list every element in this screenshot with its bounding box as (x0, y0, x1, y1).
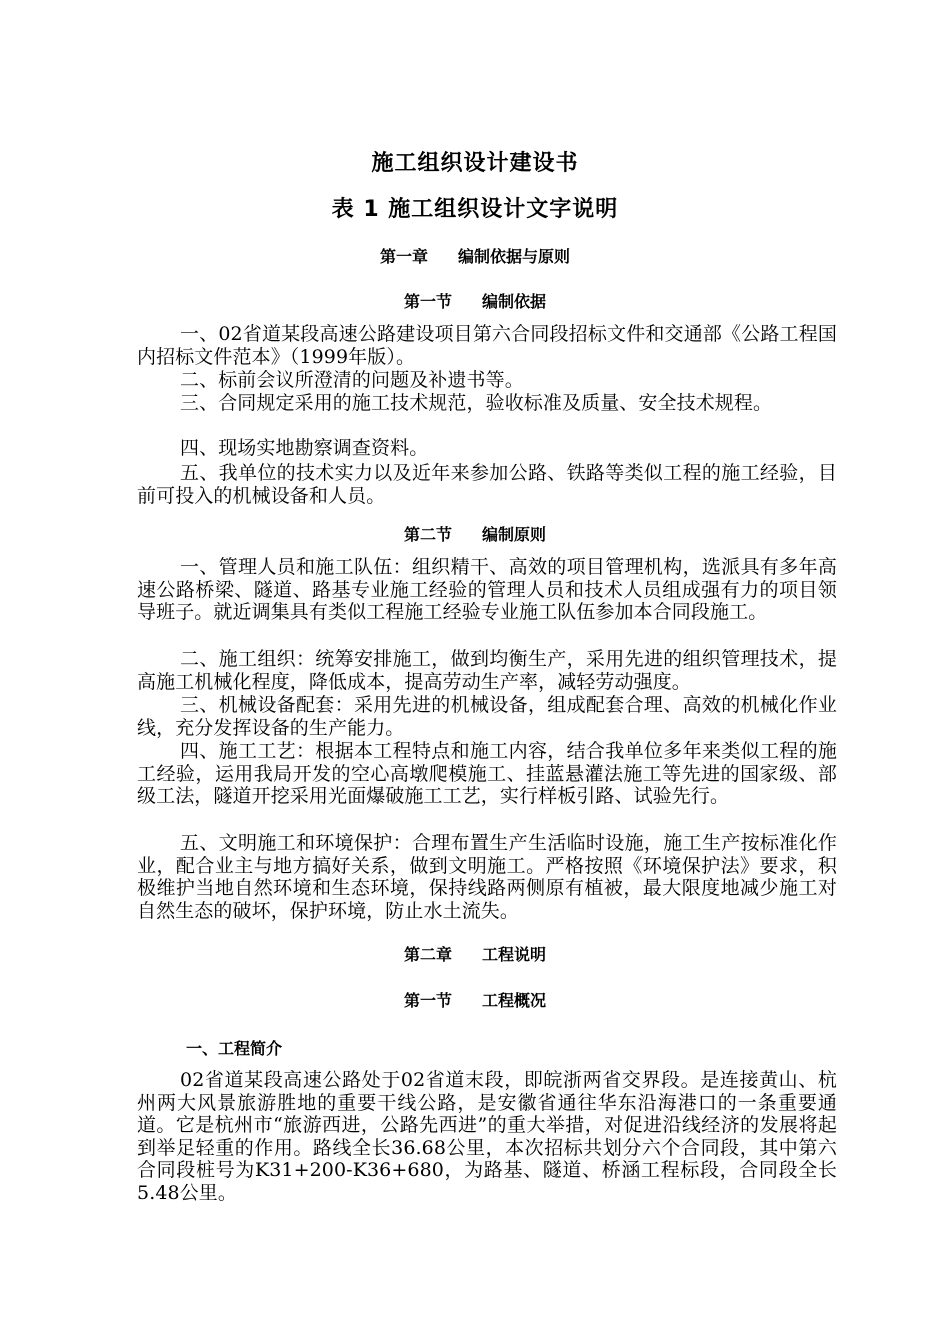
basis-item-1: 一、02省道某段高速公路建设项目第六合同段招标文件和交通部《公路工程国内招标文件范本》（1999年版）。 (137, 323, 837, 368)
document-title: 施工组织设计建设书 (371, 151, 579, 176)
ch1-section-2-name: 编制原则 (482, 525, 547, 544)
chapter-1-heading (0, 244, 950, 267)
principle-item-1: 一、管理人员和施工队伍：组织精干、高效的项目管理机构，选派具有多年高速公路桥梁、隧道、路基专业施工经验的管理人员和技术人员组成强有力的项目领导班子。就近调集具有类似工程施工经验专业施工队伍参加本合同段施工。 (137, 556, 837, 623)
ch1-section-2-heading (0, 522, 950, 545)
ch1-section-2-number: 第二节 (403, 525, 452, 544)
basis-item-3: 三、合同规定采用的施工技术规范，验收标准及质量、安全技术规程。 (180, 392, 773, 414)
ch2-section-1-heading (0, 988, 950, 1011)
basis-item-2: 二、标前会议所澄清的问题及补遗书等。 (180, 369, 524, 391)
chapter-2-number: 第二章 (403, 945, 452, 964)
principle-item-5: 五、文明施工和环境保护：合理布置生产生活临时设施，施工生产按标准化作业，配合业主与地方搞好关系，做到文明施工。严格按照《环境保护法》要求，积极维护当地自然环境和生态环境，保持线路两侧原有植被，最大限度地减少施工对自然生态的破坏，保护环境，防止水土流失。 (137, 832, 837, 922)
chapter-1-name: 编制依据与原则 (458, 247, 571, 266)
ch1-section-1-heading (0, 289, 950, 312)
chapter-2-name: 工程说明 (482, 945, 547, 964)
ch2-section-1-name: 工程概况 (482, 991, 547, 1010)
chapter-1-number: 第一章 (379, 247, 428, 266)
ch2-section-1-number: 第一节 (403, 991, 452, 1010)
document-subtitle: 表 1 施工组织设计文字说明 (331, 197, 619, 222)
intro-heading: 一、工程简介 (186, 1039, 283, 1058)
basis-item-5: 五、我单位的技术实力以及近年来参加公路、铁路等类似工程的施工经验，目前可投入的机械设备和人员。 (137, 462, 837, 507)
basis-item-4: 四、现场实地勘察调查资料。 (180, 437, 429, 459)
principle-item-2: 二、施工组织：统筹安排施工，做到均衡生产，采用先进的组织管理技术，提高施工机械化程度，降低成本，提高劳动生产率，减轻劳动强度。 (137, 648, 837, 693)
principle-item-3: 三、机械设备配套：采用先进的机械设备，组成配套合理、高效的机械化作业线，充分发挥设备的生产能力。 (137, 694, 837, 739)
ch1-section-1-number: 第一节 (403, 292, 452, 311)
intro-paragraph: 02省道某段高速公路处于02省道末段，即皖浙两省交界段。是连接黄山、杭州两大风景旅游胜地的重要干线公路，是安徽省通往华东沿海港口的一条重要通道。它是杭州市“旅游西进，公路先西进”的重大举措，对促进沿线经济的发展将起到举足轻重的作用。路线全长36.68公里，本次招标共划分六个合同段，其中第六合同段桩号为K31+200-K36+680，为路基、隧道、桥涵工程标段，合同段全长5.48公里。 (137, 1069, 837, 1204)
principle-item-4: 四、施工工艺：根据本工程特点和施工内容，结合我单位多年来类似工程的施工经验，运用我局开发的空心高墩爬模施工、挂蓝悬灌法施工等先进的国家级、部级工法，隧道开挖采用光面爆破施工工艺，实行样板引路、试验先行。 (137, 740, 837, 807)
ch1-section-1-name: 编制依据 (482, 292, 547, 311)
chapter-2-heading (0, 942, 950, 965)
